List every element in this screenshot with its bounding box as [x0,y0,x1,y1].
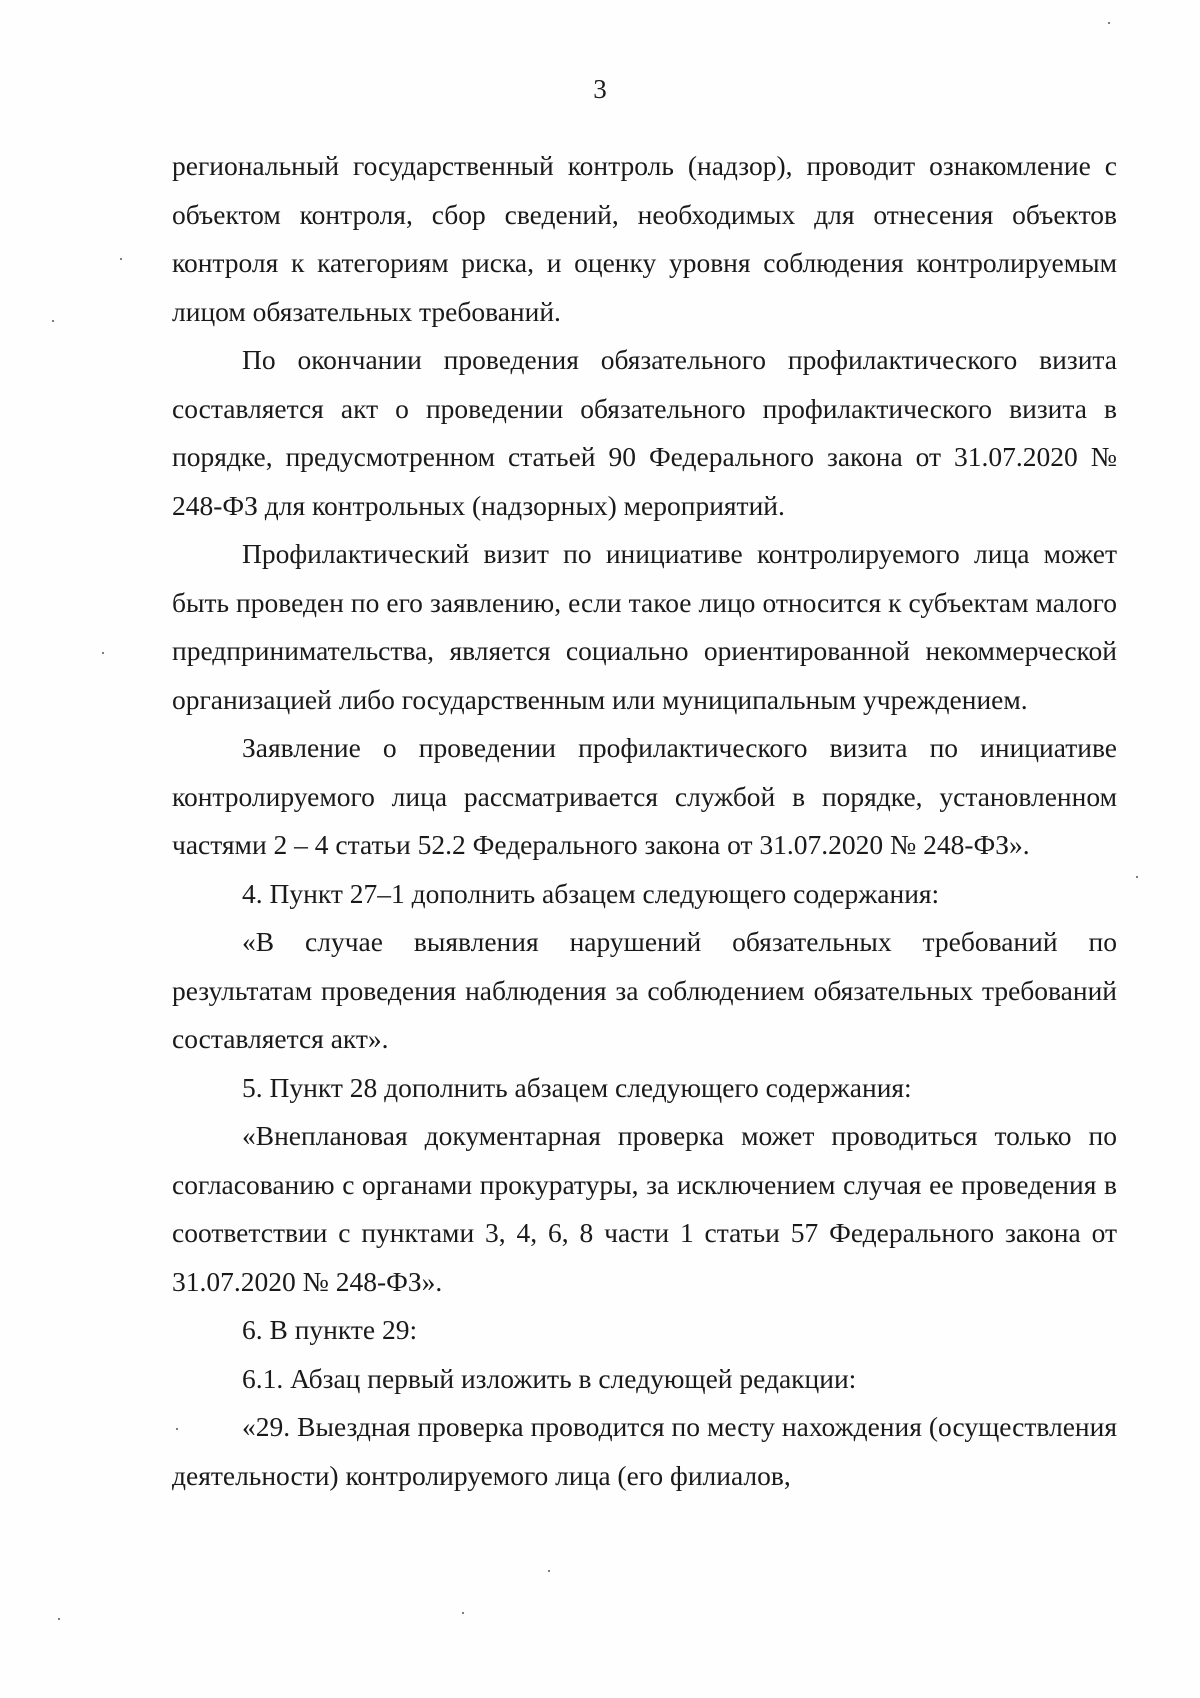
paragraph-visit-act: По окончании проведения обязательного профилактического визита составляется акт о проведении обязательного профилактического визита в порядке, предусмотренном статьей 90 Федерального закона от 31.07.2020 № 248-ФЗ для контрольных (надзорных) мероприятий. [172,344,1117,521]
paragraph-item-6: 6. В пункте 29: [242,1314,418,1345]
paragraph-item-5-quote: «Внеплановая документарная проверка может проводиться только по согласованию с органами прокуратуры, за исключением случая ее проведения в соответствии с пунктами 3, 4, 6, 8 части 1 статьи 57 Федерального закона от 31.07.2020 № 248-ФЗ». [172,1120,1117,1297]
paragraph-initiative-visit: Профилактический визит по инициативе контролируемого лица может быть проведен по его заявлению, если такое лицо относится к субъектам малого предпринимательства, является социально ориентированной некоммерческой организацией либо государственным или муниципальным учреждением. [172,538,1117,715]
paragraph-item-5: 5. Пункт 28 дополнить абзацем следующего содержания: [242,1071,912,1103]
paragraph-continuation: региональный государственный контроль (надзор), проводит ознакомление с объектом контроля, сбор сведений, необходимых для отнесения объектов контроля к категориям риска, и оценку уровня соблюдения контролируемым лицом обязательных требований. [172,150,1117,327]
paragraph-application: Заявление о проведении профилактического визита по инициативе контролируемого лица рассматривается службой в порядке, установленном частями 2 – 4 статьи 52.2 Федерального закона от 31.07.2020 № 248-ФЗ». [172,732,1117,860]
scan-speck [548,1570,550,1572]
scan-speck [1136,876,1138,878]
scan-speck [1108,22,1110,24]
paragraph-item-6-1: 6.1. Абзац первый изложить в следующей редакции: [242,1362,857,1394]
paragraph-item-4: 4. Пункт 27–1 дополнить абзацем следующего содержания: [242,877,940,909]
paragraph-item-4-quote: «В случае выявления нарушений обязательных требований по результатам проведения наблюдения за соблюдением обязательных требований составляется акт». [172,926,1117,1054]
document-body [172,142,1117,1500]
scan-speck [462,1612,464,1614]
paragraph-item-6-1-quote: «29. Выездная проверка проводится по месту нахождения (осуществления деятельности) контролируемого лица (его филиалов, [172,1411,1117,1491]
scan-speck [176,1428,178,1430]
scan-speck [102,652,104,654]
page-number: 3 [593,74,607,104]
scan-speck [58,1618,60,1620]
scan-speck [120,258,122,260]
scan-speck [52,320,54,322]
